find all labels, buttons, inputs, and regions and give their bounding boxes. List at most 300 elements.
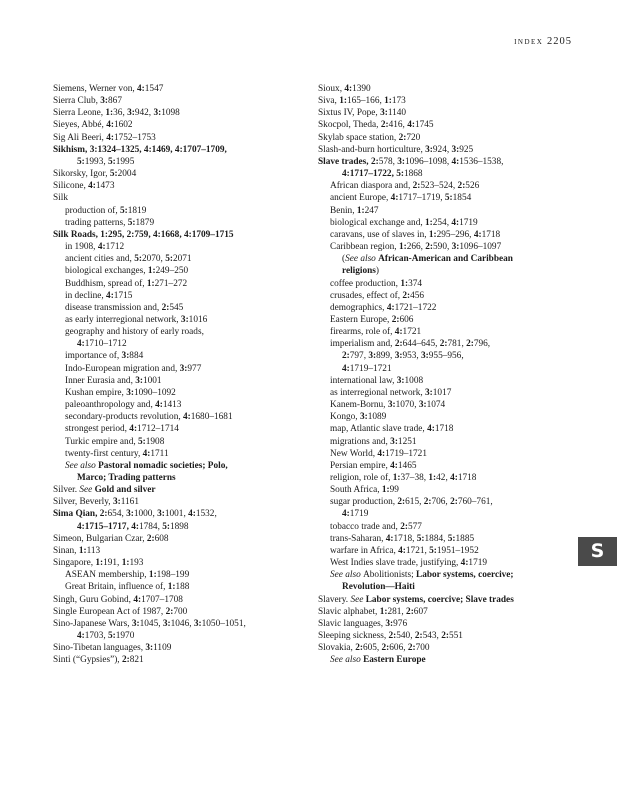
text-segment: 606, xyxy=(389,643,408,654)
entry-continuation-line xyxy=(330,508,514,520)
text-segment: 1140 xyxy=(387,108,407,119)
bold-segment: 3: xyxy=(157,509,165,520)
bold-segment: 2: xyxy=(99,509,108,520)
bold-segment: 5: xyxy=(429,545,437,556)
entry-line xyxy=(53,643,171,653)
text-segment: 1096–1098, xyxy=(405,156,452,167)
index-entry xyxy=(318,83,514,95)
bold-segment: 2: xyxy=(398,132,407,143)
bold-segment: Labor systems, coercive; Slave trades xyxy=(365,594,514,605)
entry-line xyxy=(330,534,474,544)
bold-segment: 2: xyxy=(165,606,174,617)
text-segment: 1532, xyxy=(195,509,217,520)
text-segment: 1001 xyxy=(142,375,162,386)
entry-continuation-line xyxy=(53,630,246,642)
bold-segment: 4: xyxy=(398,545,406,556)
entry-line xyxy=(53,84,163,94)
text-segment: 1885 xyxy=(455,533,475,544)
bold-segment: 1: xyxy=(379,606,388,617)
entry-line xyxy=(53,181,114,191)
bold-segment: 4: xyxy=(344,84,353,94)
entry-line xyxy=(318,84,371,94)
entry-line xyxy=(330,181,479,191)
bold-segment: 3: xyxy=(121,351,130,362)
text-segment: 1718 xyxy=(434,424,454,435)
text-segment: 1016 xyxy=(188,314,208,325)
text-segment: 605, xyxy=(362,643,382,654)
text-segment: 2004 xyxy=(117,169,137,180)
text-segment: West Indies slave trade, justifying, xyxy=(330,558,461,569)
text-segment: 1721, xyxy=(405,545,430,556)
entry-line xyxy=(318,96,406,106)
text-segment: 1752–1753 xyxy=(113,132,156,143)
bold-segment: 3: xyxy=(162,618,171,629)
italic-segment: See xyxy=(79,485,95,496)
index-entry xyxy=(53,144,246,168)
text-segment: Silicone, xyxy=(53,181,89,192)
text-segment: 416, xyxy=(388,120,408,131)
index-column-left xyxy=(53,83,246,667)
bold-segment: 3: xyxy=(425,144,433,155)
index-subentry xyxy=(318,448,514,460)
bold-segment: 4: xyxy=(460,558,469,569)
entry-line xyxy=(330,315,413,325)
index-entry xyxy=(53,168,246,180)
bold-segment: 2: xyxy=(457,181,466,192)
entry-line xyxy=(65,218,154,228)
italic-segment: See also xyxy=(330,655,364,666)
text-segment: Slovakia, xyxy=(318,643,356,654)
text-segment: demographics, xyxy=(330,302,387,313)
text-segment: Skylab space station, xyxy=(318,132,399,143)
bold-segment: 1: xyxy=(400,278,409,289)
text-segment: Indo-European migration and, xyxy=(65,363,180,374)
text-segment: Silver. xyxy=(53,485,80,496)
entry-line xyxy=(318,145,473,155)
entry-line xyxy=(65,570,189,580)
entry-line xyxy=(65,279,187,289)
bold-segment: 1: xyxy=(384,96,392,107)
bold-segment: Eastern Europe xyxy=(363,655,426,666)
text-segment: 1074 xyxy=(426,400,446,411)
text-segment: 1719 xyxy=(349,509,369,520)
bold-segment: 5: xyxy=(165,254,173,265)
bold-segment: 3: xyxy=(397,156,406,167)
text-segment: 1995 xyxy=(115,156,135,167)
text-segment: tobacco trade and, xyxy=(330,521,401,532)
index-entry xyxy=(318,618,514,630)
text-segment: Sinti (“Gypsies”), xyxy=(53,655,122,666)
entry-line xyxy=(330,206,379,216)
bold-segment: 3: xyxy=(380,108,388,119)
bold-segment: 2: xyxy=(439,339,448,350)
bold-segment: 1: xyxy=(425,217,433,228)
entry-line xyxy=(65,315,207,325)
bold-segment: Labor systems, coercive; xyxy=(416,570,514,581)
text-segment: firearms, role of, xyxy=(330,327,395,338)
bold-segment: 2: xyxy=(425,242,434,253)
index-subentry xyxy=(53,350,246,362)
entry-line xyxy=(53,655,144,665)
entry-line xyxy=(330,655,426,665)
bold-segment: 3: xyxy=(179,363,188,374)
text-segment: 899, xyxy=(376,351,395,362)
italic-segment: See also xyxy=(65,460,99,471)
bold-segment: 3: xyxy=(180,314,189,325)
text-segment: 1070, xyxy=(395,400,419,411)
bold-segment: 1469, 4:1707–1709, xyxy=(151,144,227,155)
text-segment: 797, xyxy=(349,351,369,362)
text-segment: Sino-Tibetan languages, xyxy=(53,643,146,654)
text-segment: Skocpol, Theda, xyxy=(318,120,381,131)
bold-segment: Pastoral nomadic societies; Polo, xyxy=(98,460,228,471)
entry-line xyxy=(65,412,233,422)
text-segment: 1251 xyxy=(397,436,417,447)
bold-segment: 2: xyxy=(391,314,400,325)
entry-line xyxy=(330,424,453,434)
text-segment: 1718, xyxy=(393,533,417,544)
text-segment: 266, xyxy=(406,242,426,253)
index-subentry xyxy=(318,326,514,338)
entry-line xyxy=(318,157,503,167)
text-segment: 924, xyxy=(432,144,452,155)
bold-segment: 4: xyxy=(390,460,398,471)
entry-line xyxy=(330,388,451,398)
index-subentry xyxy=(318,387,514,399)
bold-segment: 3: xyxy=(135,375,143,386)
index-subentry xyxy=(53,278,246,290)
bold-segment: Marco; Trading patterns xyxy=(77,473,176,483)
text-segment: 1050–1051, xyxy=(201,618,246,629)
bold-segment: 4: xyxy=(427,424,435,435)
bold-segment: 4: xyxy=(451,156,460,167)
bold-segment: 4: xyxy=(133,594,142,605)
entry-line xyxy=(53,607,187,617)
entry-line xyxy=(318,133,420,143)
text-segment: 1465 xyxy=(397,460,417,471)
text-segment: biological exchanges, xyxy=(65,266,148,277)
text-segment: 254, xyxy=(432,217,452,228)
text-segment: 37–38, xyxy=(400,473,429,483)
text-segment: imperialism and, xyxy=(330,339,395,350)
entry-continuation-line xyxy=(330,581,514,593)
index-subentry xyxy=(318,496,514,520)
text-segment: 884 xyxy=(129,351,144,362)
text-segment: Buddhism, spread of, xyxy=(65,278,147,289)
index-subentry xyxy=(53,436,246,448)
bold-segment: 2: xyxy=(370,156,379,167)
text-segment: 644–645, xyxy=(402,339,440,350)
text-segment: 193 xyxy=(129,558,144,569)
entry-line xyxy=(65,364,201,374)
text-segment: 191, xyxy=(103,558,122,569)
entry-line xyxy=(53,558,143,568)
entry-continuation-line xyxy=(53,521,246,533)
bold-segment: 4:1715–1717, 4: xyxy=(77,521,139,532)
bold-segment: 4: xyxy=(377,448,386,459)
text-segment: Turkic empire and, xyxy=(65,436,138,447)
entry-line xyxy=(53,509,217,519)
text-segment: 1090–1092 xyxy=(133,387,176,398)
bold-segment: 3: xyxy=(193,618,202,629)
entry-continuation-line xyxy=(65,472,246,484)
index-entry xyxy=(318,156,514,180)
entry-continuation-line xyxy=(65,338,246,350)
text-segment: 281, xyxy=(387,606,407,617)
bold-segment: 4: xyxy=(342,509,350,520)
text-segment: 540, xyxy=(396,631,415,642)
bold-segment: 4: xyxy=(106,120,114,131)
text-segment: 1898 xyxy=(169,521,189,532)
text-segment: Sinan, xyxy=(53,545,79,556)
bold-segment: 4: xyxy=(407,120,415,131)
index-entry xyxy=(318,107,514,119)
index-subentry xyxy=(318,290,514,302)
text-segment: 1046, xyxy=(170,618,194,629)
bold-segment: 2: xyxy=(400,521,408,532)
bold-segment: 5: xyxy=(108,631,116,642)
bold-segment: 5: xyxy=(120,205,128,216)
text-segment: 113 xyxy=(86,545,101,556)
text-segment: Singh, Guru Gobind, xyxy=(53,594,134,605)
text-segment: 1718 xyxy=(457,473,477,483)
text-segment: 1884, xyxy=(424,533,448,544)
text-segment: 543, xyxy=(422,631,442,642)
bold-segment: 4: xyxy=(97,242,106,253)
bold-segment: 2: xyxy=(407,643,416,654)
index-entry xyxy=(53,107,246,119)
text-segment: African diaspora and, xyxy=(330,181,413,192)
index-entry xyxy=(318,630,514,642)
bold-segment: 3: xyxy=(131,618,140,629)
bold-segment: 1: xyxy=(146,278,155,289)
entry-line xyxy=(65,266,188,276)
bold-segment: 3: xyxy=(385,618,394,629)
index-entry xyxy=(318,132,514,144)
index-subentry xyxy=(318,557,514,569)
index-subentry xyxy=(318,338,514,374)
text-segment: 1096–1097 xyxy=(459,242,502,253)
text-segment: migrations and, xyxy=(330,436,391,447)
index-subentry xyxy=(318,399,514,411)
text-segment: strongest period, xyxy=(65,424,130,435)
index-subentry xyxy=(53,302,246,314)
italic-segment: See also xyxy=(345,254,379,265)
text-segment: 1536–1538, xyxy=(459,156,504,167)
bold-segment: 3: xyxy=(145,643,154,654)
entry-line xyxy=(65,400,181,410)
bold-segment: 3: xyxy=(451,242,460,253)
text-segment: Sierra Club, xyxy=(53,96,101,107)
text-segment: 198–199 xyxy=(156,570,190,581)
index-subentry xyxy=(318,569,514,593)
text-segment: as early interregional network, xyxy=(65,314,181,325)
bold-segment: 3: xyxy=(368,351,377,362)
text-segment: warfare in Africa, xyxy=(330,545,399,556)
entry-line xyxy=(53,133,156,143)
text-segment: coffee production, xyxy=(330,278,401,289)
text-segment: 99 xyxy=(389,485,399,496)
text-segment: 821 xyxy=(129,655,144,666)
index-subentry xyxy=(318,521,514,533)
text-segment: 526 xyxy=(465,181,480,192)
bold-segment: 1668, 4:1709–1715 xyxy=(160,229,234,240)
entry-continuation-line xyxy=(330,363,514,375)
text-segment: 1868 xyxy=(403,169,423,180)
bold-segment: 2: xyxy=(397,497,406,508)
entry-line xyxy=(330,303,436,313)
bold-segment: 295, 2: xyxy=(108,229,135,240)
entry-line xyxy=(330,193,471,203)
index-subentry xyxy=(53,460,246,484)
entry-line xyxy=(318,595,514,605)
text-segment: 42, xyxy=(436,473,451,483)
text-segment: 165–166, xyxy=(346,96,385,107)
italic-segment: See also xyxy=(330,570,364,581)
text-segment: ) xyxy=(375,266,380,277)
bold-segment: 4: xyxy=(386,302,395,313)
index-subentry xyxy=(53,387,246,399)
entry-line xyxy=(318,120,434,130)
entry-line xyxy=(65,206,146,216)
text-segment: Sierra Leone, xyxy=(53,108,106,119)
text-segment: 953, xyxy=(402,351,422,362)
text-segment: 188 xyxy=(175,582,190,593)
bold-segment: 2: xyxy=(388,631,397,642)
index-subentry xyxy=(53,448,246,460)
index-entry xyxy=(53,618,246,642)
bold-segment: 5: xyxy=(108,156,116,167)
index-subentry xyxy=(53,399,246,411)
entry-line xyxy=(330,461,417,471)
entry-line xyxy=(330,230,500,240)
text-segment: 2070, xyxy=(141,254,166,265)
bold-segment: 3: xyxy=(418,400,427,411)
entry-line xyxy=(330,546,479,556)
index-entry xyxy=(53,192,246,204)
bold-segment: 2: xyxy=(342,351,350,362)
entry-line xyxy=(65,254,192,264)
entry-line xyxy=(65,449,169,459)
text-segment: 1390 xyxy=(352,84,371,94)
text-segment: 1719–1721 xyxy=(349,363,392,374)
index-subentry xyxy=(318,436,514,448)
index-subentry xyxy=(53,363,246,375)
bold-segment: 5: xyxy=(134,254,142,265)
text-segment: 1089 xyxy=(367,412,387,423)
entry-line xyxy=(65,376,162,386)
text-segment: 700 xyxy=(415,643,430,654)
index-subentry xyxy=(53,326,246,350)
text-segment: geography and history of early roads, xyxy=(65,327,204,338)
bold-segment: 2: xyxy=(355,643,363,654)
bold-segment: 4: xyxy=(77,339,85,350)
entry-line xyxy=(53,485,156,495)
index-subentry xyxy=(318,472,514,484)
index-entry xyxy=(53,606,246,618)
entry-line xyxy=(65,351,143,361)
text-segment: 796, xyxy=(473,339,491,350)
text-segment: Kanem-Bornu, xyxy=(330,400,388,411)
bold-segment: 3: xyxy=(153,108,162,119)
text-segment: 1721 xyxy=(402,327,422,338)
bold-segment: 5: xyxy=(444,193,453,204)
text-segment: 976 xyxy=(393,618,408,629)
text-segment: 456 xyxy=(410,290,425,301)
bold-segment: 3: xyxy=(127,108,135,119)
text-segment: map, Atlantic slave trade, xyxy=(330,424,428,435)
index-entry xyxy=(53,557,246,569)
bold-segment: 1: xyxy=(356,205,365,216)
entry-continuation-line xyxy=(330,265,514,277)
index-entry xyxy=(53,180,246,192)
entry-line xyxy=(330,485,399,495)
text-segment: as interregional network, xyxy=(330,387,426,398)
index-entry xyxy=(53,654,246,666)
text-segment: 2071 xyxy=(172,254,192,265)
text-segment: 977 xyxy=(187,363,202,374)
text-segment: Sleeping sickness, xyxy=(318,631,389,642)
text-segment: Sixtus IV, Pope, xyxy=(318,108,381,119)
entry-line xyxy=(318,643,430,653)
text-segment: 590, xyxy=(433,242,452,253)
bold-segment: 4: xyxy=(77,631,85,642)
text-segment: Benin, xyxy=(330,205,357,216)
bold-segment: 4: xyxy=(137,84,145,94)
index-subentry xyxy=(53,569,246,581)
bold-segment: 3: xyxy=(359,412,368,423)
bold-segment: 4: xyxy=(390,193,399,204)
bold-segment: 1: xyxy=(78,545,87,556)
index-subentry xyxy=(318,302,514,314)
index-subentry xyxy=(318,654,514,666)
bold-segment: 5: xyxy=(77,156,85,167)
entry-line xyxy=(330,339,490,349)
text-segment: Slavic languages, xyxy=(318,618,386,629)
bold-segment: 5: xyxy=(416,533,425,544)
text-segment: importance of, xyxy=(65,351,122,362)
entry-line xyxy=(53,619,246,629)
text-segment: Caribbean region, xyxy=(330,242,399,253)
text-segment: religion, role of, xyxy=(330,473,393,483)
bold-segment: 3: xyxy=(100,96,109,107)
bold-segment: 3: xyxy=(451,144,460,155)
bold-segment: 2: xyxy=(380,120,389,131)
text-segment: 1993, xyxy=(84,156,108,167)
bold-segment: 2: xyxy=(423,497,432,508)
bold-segment: Slave trades, xyxy=(318,156,371,167)
index-entry xyxy=(53,132,246,144)
italic-segment: See xyxy=(350,594,366,605)
entry-line xyxy=(53,120,133,130)
entry-line xyxy=(53,108,180,118)
bold-segment: 4: xyxy=(88,181,96,192)
text-segment: 523–524, xyxy=(420,181,458,192)
entry-line xyxy=(65,327,204,337)
entry-line xyxy=(65,242,124,252)
bold-segment: 3: xyxy=(126,509,134,520)
index-subentry xyxy=(53,581,246,593)
text-segment: Inner Eurasia and, xyxy=(65,375,136,386)
index-subentry xyxy=(318,229,514,241)
index-subentry xyxy=(318,545,514,557)
bold-segment: 1: xyxy=(381,485,390,496)
index-entry xyxy=(318,119,514,131)
bold-segment: 1: xyxy=(121,558,130,569)
index-subentry xyxy=(318,460,514,472)
bold-segment: 4: xyxy=(473,229,482,240)
text-segment: Silver, Beverly, xyxy=(53,497,113,508)
